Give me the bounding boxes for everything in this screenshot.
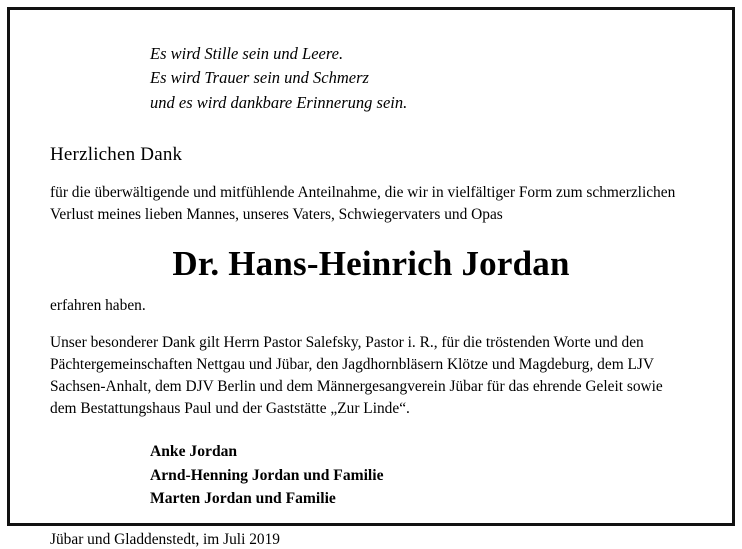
thanks-heading: Herzlichen Dank	[50, 143, 183, 165]
family-signatures	[150, 440, 692, 510]
family-line-1: Anke Jordan	[150, 443, 238, 461]
obituary-border-frame	[7, 7, 735, 549]
epitaph-line-3: und es wird dankbare Erinnerung sein.	[150, 92, 408, 112]
intro-paragraph: für die überwältigende und mitfühlende Anteilnahme, die wir in vielfältiger Form zum schmerzlichen Verlust meines lieben Mannes, unseres Vaters, Schwiegervaters und Opas	[50, 183, 676, 223]
epitaph-line-1: Es wird Stille sein und Leere.	[150, 44, 344, 63]
deceased-name: Dr. Hans-Heinrich Jordan	[172, 243, 570, 283]
family-line-2: Arnd-Henning Jordan und Familie	[150, 466, 384, 484]
epitaph-verse	[150, 42, 692, 115]
family-line-3: Marten Jordan und Familie	[150, 489, 336, 507]
gratitude-paragraph: Unser besonderer Dank gilt Herrn Pastor Salefsky, Pastor i. R., für die tröstenden Worte und den Pächtergemeinschaften Nettgau und Jübar, den Jagdhornbläsern Klötze und Magdeburg, dem LJV Sachsen-Anhalt, dem DJV Berlin und dem Männergesangverein Jübar für das ehrende Geleit sowie dem Bestattungshaus Paul und der Gaststätte „Zur Linde“.	[50, 333, 663, 418]
after-name-text: erfahren haben.	[50, 296, 146, 314]
place-and-date: Jübar und Gladdenstedt, im Juli 2019	[50, 531, 280, 549]
epitaph-line-2: Es wird Trauer sein und Schmerz	[150, 68, 369, 88]
